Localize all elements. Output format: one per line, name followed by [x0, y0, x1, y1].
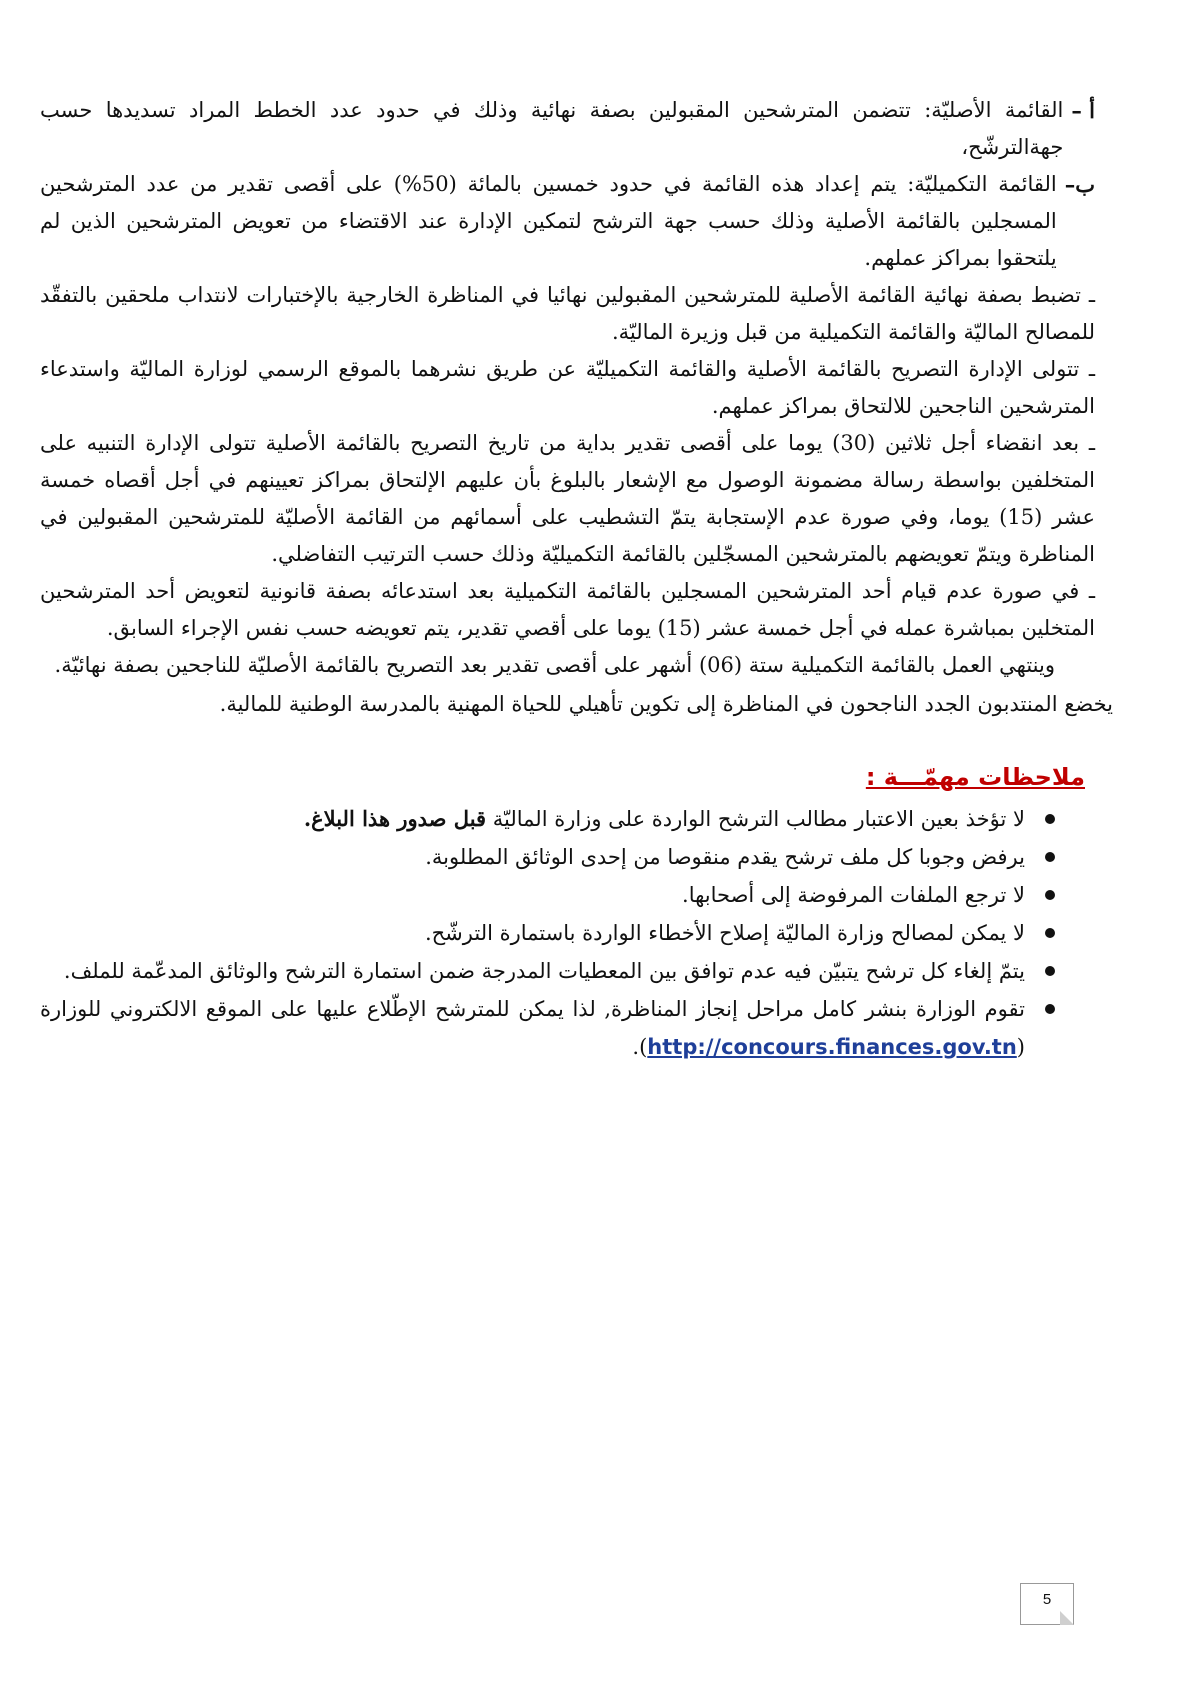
- paragraph-six-months: وينتهي العمل بالقائمة التكميلية ستة (06) أشهر على أقصى تقدير بعد التصريح بالقائمة الأصليّة للناجحين بصفة نهائيّة.: [54, 653, 1055, 677]
- note-text: يرفض وجوبا كل ملف ترشح يقدم منقوصا من إحدى الوثائق المطلوبة.: [425, 845, 1025, 869]
- paragraph-replacement: ـ في صورة عدم قيام أحد المترشحين المسجلين بالقائمة التكميلية بعد استدعائه بصفة قانونية لتعويض أحد المترشحين المتخلين بمباشرة عمله في أجل خمسة عشر (15) يوما على أقصي تقدير، يتم تعويضه حسب نفس الإجراء السابق.: [40, 579, 1095, 640]
- note-end: ).: [632, 1035, 648, 1059]
- note-text: لا تؤخذ بعين الاعتبار مطالب الترشح الواردة على وزارة الماليّة: [492, 807, 1025, 831]
- training-text: يخضع المنتدبون الجدد الناجحون في المناظرة إلى تكوين تأهيلي للحياة المهنية بالمدرسة الوطنية للمالية.: [219, 692, 1113, 716]
- bullet-icon: [1045, 852, 1055, 862]
- note-text: تقوم الوزارة بنشر كامل مراحل إنجاز المناظرة, لذا يمكن للمترشح الإطّلاع عليها على الموقع الالكتروني للوزارة (: [40, 997, 1025, 1059]
- paragraph-training: [40, 686, 1113, 723]
- website-link[interactable]: http://concours.finances.gov.tn: [647, 1035, 1017, 1059]
- item-b-marker: ب–: [1064, 172, 1095, 197]
- list-item: [40, 876, 1055, 914]
- note-bold-text: قبل صدور هذا البلاغ.: [303, 806, 487, 831]
- paragraph-publication: ـ تتولى الإدارة التصريح بالقائمة الأصلية والقائمة التكميليّة عن طريق نشرهما بالموقع الرسمي لوزارة الماليّة واستدعاء المترشحين الناجحين للالتحاق بمراكز عملهم.: [40, 357, 1095, 418]
- list-item: [40, 990, 1055, 1066]
- paragraph-thirty-days: ـ بعد انقضاء أجل ثلاثين (30) يوما على أقصى تقدير بداية من تاريخ التصريح بالقائمة الأصلية تتولى الإدارة التنبيه على المتخلفين بواسطة رسالة مضمونة الوصول مع الإشعار بالبلوغ بأن عليهم الإلتحاق بمراكز تعيينهم في أجل أقصاه خمسة عشر (15) يوما، وفي صورة عدم الإستجابة يتمّ التشطيب على أسمائهم من القائمة الأصليّة للمترشحين المقبولين في المناظرة ويتمّ تعويضهم بالمترشحين المسجّلين بالقائمة التكميليّة وذلك حسب الترتيب التفاضلي.: [40, 431, 1095, 566]
- list-item: [40, 914, 1055, 952]
- note-text: لا ترجع الملفات المرفوضة إلى أصحابها.: [682, 883, 1025, 907]
- notes-list: [40, 800, 1095, 1066]
- item-b-text: القائمة التكميليّة: يتم إعداد هذه القائمة في حدود خمسين بالمائة (50%) على أقصى تقدير من عدد المترشحين المسجلين بالقائمة الأصلية وذلك حسب جهة الترشح لتمكين الإدارة عند الاقتضاء من تعويض المترشحين الذين لم يلتحقوا بمراكز عملهم.: [40, 172, 1057, 270]
- list-item: [40, 838, 1055, 876]
- list-item: [40, 952, 1055, 990]
- note-text: يتمّ إلغاء كل ترشح يتبيّن فيه عدم توافق بين المعطيات المدرجة ضمن استمارة الترشح والوثائق المدعّمة للملف.: [63, 959, 1025, 983]
- list-item: [40, 800, 1055, 838]
- document-body: [40, 92, 1113, 1066]
- notes-heading: ملاحظات مهمّـــة :: [865, 763, 1085, 791]
- list-item-a: [40, 92, 1095, 166]
- bullet-icon: [1045, 890, 1055, 900]
- list-item-b: [40, 166, 1095, 277]
- bullet-icon: [1045, 928, 1055, 938]
- item-a-text: القائمة الأصليّة: تتضمن المترشحين المقبولين بصفة نهائية وذلك في حدود عدد الخطط المراد تسديدها حسب جهةالترشّح،: [40, 98, 1064, 159]
- bullet-icon: [1045, 1004, 1055, 1014]
- page-fold-icon: [1060, 1611, 1074, 1625]
- note-text: لا يمكن لمصالح وزارة الماليّة إصلاح الأخطاء الواردة باستمارة الترشّح.: [424, 921, 1025, 945]
- bullet-icon: [1045, 966, 1055, 976]
- page-number-box: [1020, 1583, 1074, 1625]
- paragraph-final-list: ـ تضبط بصفة نهائية القائمة الأصلية للمترشحين المقبولين نهائيا في المناظرة الخارجية بالإختبارات لانتداب ملحقين بالتفقّد للمصالح الماليّة والقائمة التكميلية من قبل وزيرة الماليّة.: [40, 283, 1095, 344]
- bullet-icon: [1045, 814, 1055, 824]
- page-number: 5: [1042, 1591, 1052, 1608]
- item-a-marker: أ –: [1071, 98, 1095, 123]
